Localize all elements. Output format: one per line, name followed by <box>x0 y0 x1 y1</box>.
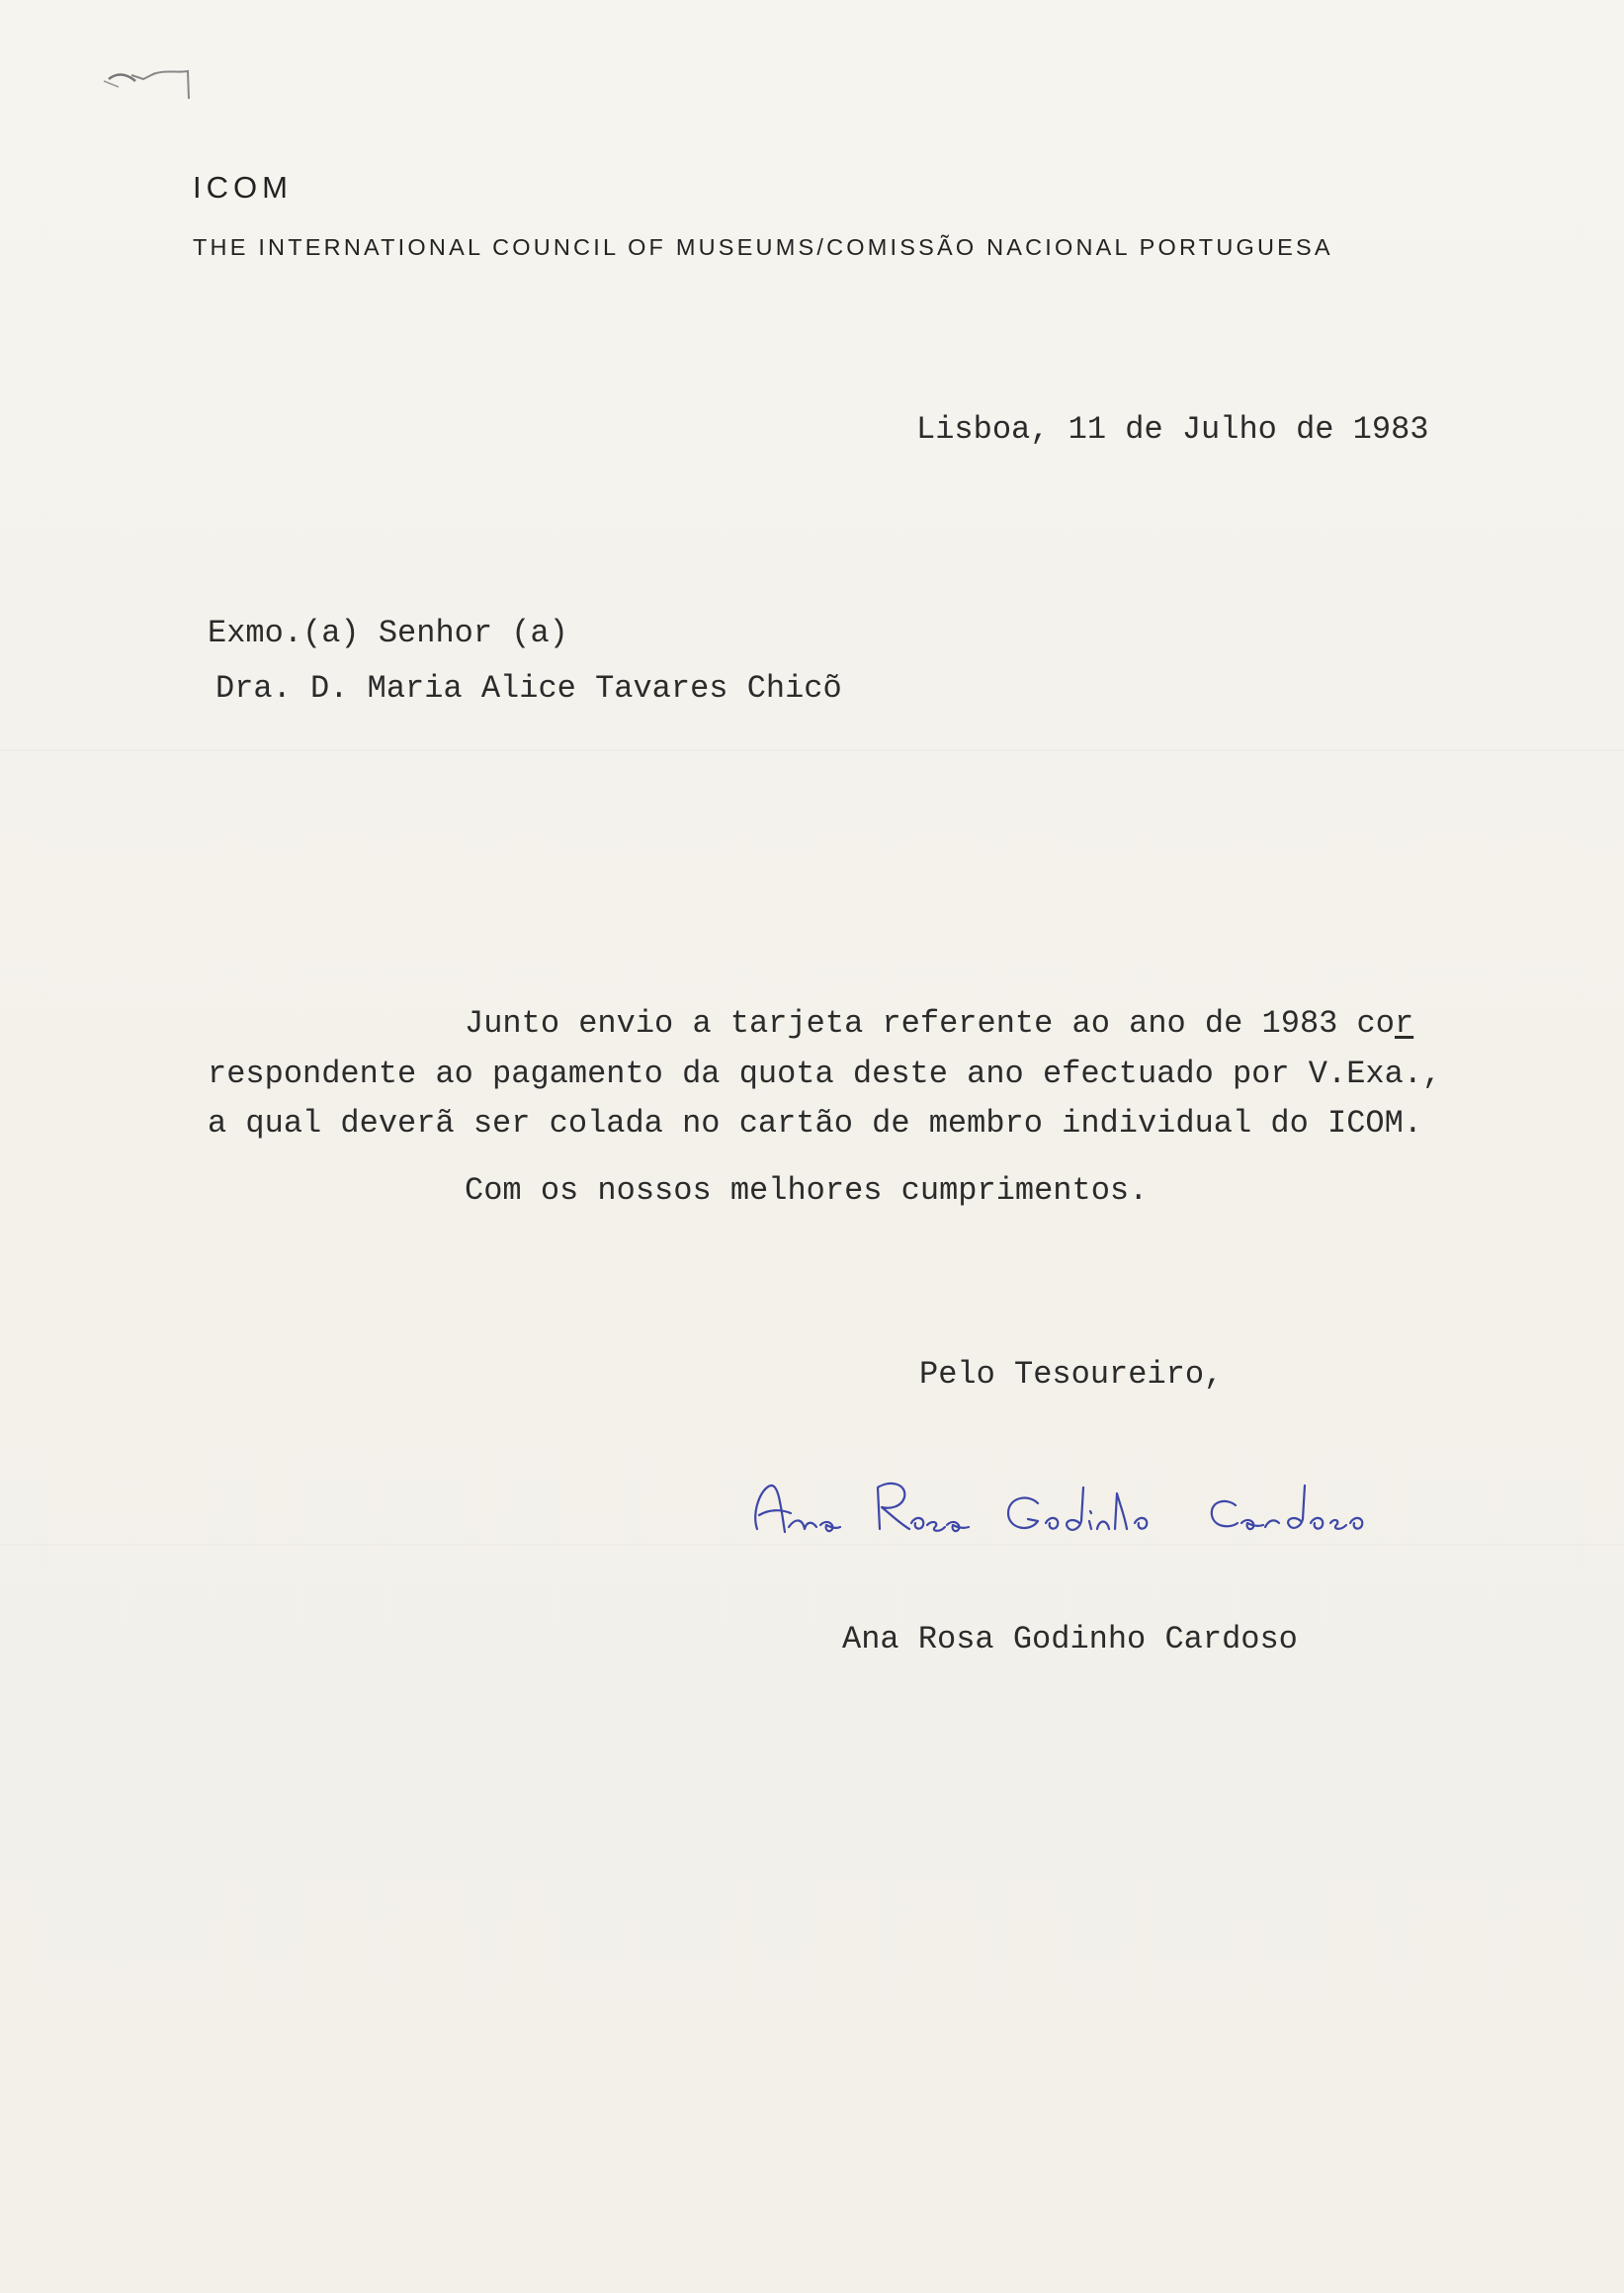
letterhead-subtitle: THE INTERNATIONAL COUNCIL OF MUSEUMS/COMISSÃO NACIONAL PORTUGUESA <box>193 234 1333 260</box>
pencil-mark-icon <box>94 61 203 121</box>
closing: Pelo Tesoureiro, <box>919 1356 1224 1393</box>
salutation-line: Exmo.(a) Senhor (a) <box>208 615 568 651</box>
fold-line <box>0 749 1624 751</box>
handwritten-signature <box>741 1458 1453 1567</box>
letterhead-org: ICOM <box>193 170 293 205</box>
signature-ink <box>755 1484 1362 1532</box>
body-line-1 <box>465 1005 1413 1042</box>
body-line-2: respondente ao pagamento da quota deste ano efectuado por V.Exa., <box>208 1056 1442 1092</box>
date-line: Lisboa, 11 de Julho de 1983 <box>916 411 1429 448</box>
body-line-4: Com os nossos melhores cumprimentos. <box>465 1172 1149 1209</box>
underlined-letter: r <box>1394 1005 1414 1042</box>
signatory-name: Ana Rosa Godinho Cardoso <box>842 1621 1298 1657</box>
recipient-name: Dra. D. Maria Alice Tavares Chicõ <box>215 670 842 707</box>
body-line-3: a qual deverã ser colada no cartão de membro individual do ICOM. <box>208 1105 1422 1142</box>
body-text: Junto envio a tarjeta referente ao ano de 1983 co <box>465 1005 1395 1042</box>
